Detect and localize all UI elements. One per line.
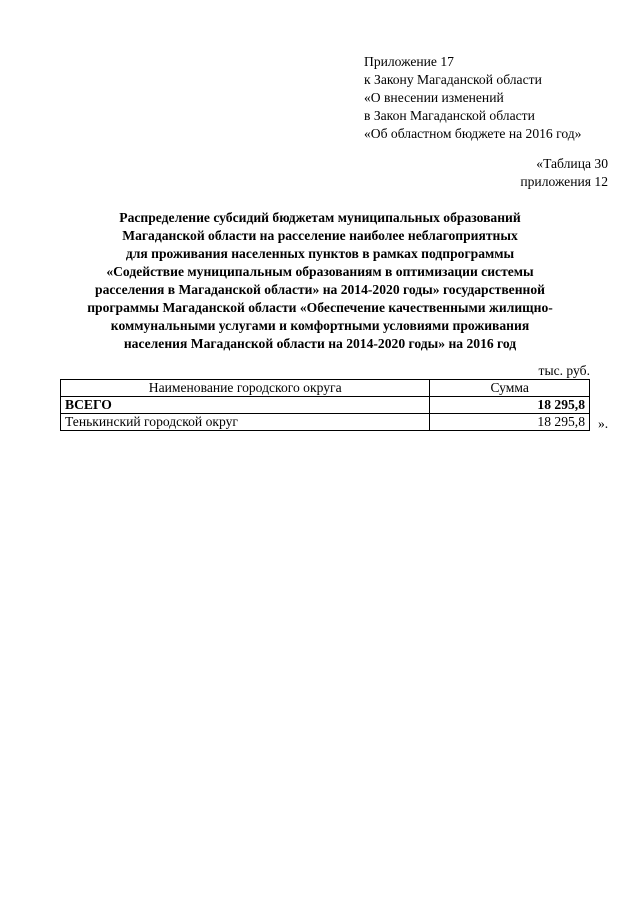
table-reference: [520, 155, 608, 191]
table-row-total: [61, 397, 590, 414]
district-amount: 18 295,8: [430, 414, 590, 431]
title-line: программы Магаданской области «Обеспечение качественными жилищно-: [87, 300, 553, 315]
subsidy-table: [60, 379, 590, 431]
total-label: ВСЕГО: [61, 397, 430, 414]
appendix-header: [364, 53, 581, 143]
table-header-row: [61, 380, 590, 397]
title-line: Распределение субсидий бюджетам муниципальных образований: [119, 210, 521, 225]
appendix-line: к Закону Магаданской области: [364, 72, 542, 87]
appendix-line: «Об областном бюджете на 2016 год»: [364, 126, 582, 141]
title-line: населения Магаданской области на 2014-2020 годы» на 2016 год: [123, 336, 517, 351]
units-label: тыс. руб.: [538, 363, 590, 378]
title-line: коммунальными услугами и комфортными условиями проживания: [110, 318, 530, 333]
column-header-amount: Сумма: [430, 380, 590, 397]
column-header-name: Наименование городского округа: [61, 380, 430, 397]
appendix-line: в Закон Магаданской области: [364, 108, 535, 123]
appendix-line: Приложение 17: [364, 54, 454, 69]
document-title: [48, 209, 592, 353]
appendix-line: «О внесении изменений: [364, 90, 504, 105]
table-reference-line: приложения 12: [520, 174, 608, 189]
district-name: Тенькинский городской округ: [61, 414, 430, 431]
title-line: Магаданской области на расселение наиболее неблагоприятных: [122, 228, 518, 243]
closing-quote-mark: ».: [598, 416, 609, 431]
title-line: «Содействие муниципальным образованиям в оптимизации системы: [106, 264, 534, 279]
title-line: для проживания населенных пунктов в рамках подпрограммы: [125, 246, 515, 261]
table-reference-line: «Таблица 30: [536, 156, 608, 171]
table-row: [61, 414, 590, 431]
title-line: расселения в Магаданской области» на 2014-2020 годы» государственной: [95, 282, 545, 297]
total-amount: 18 295,8: [430, 397, 590, 414]
